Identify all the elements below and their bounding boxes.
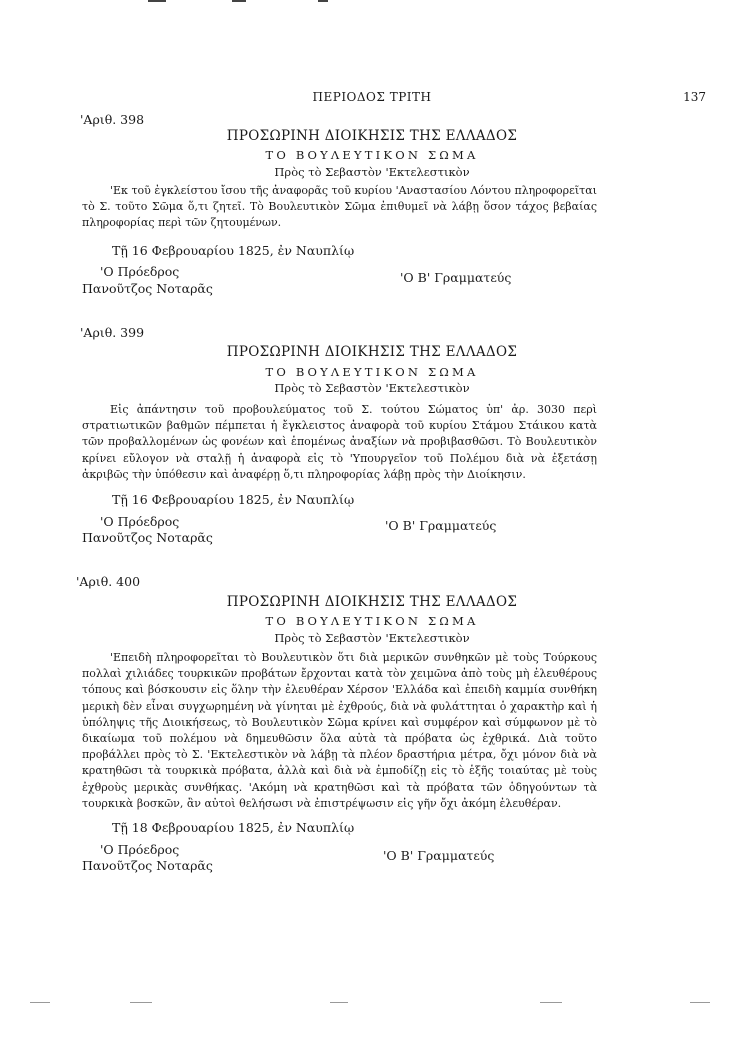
scan-mark bbox=[318, 0, 328, 2]
scan-mark bbox=[130, 1002, 152, 1003]
secretary-title: 'Ο Β' Γραμματεύς bbox=[383, 848, 495, 863]
president-title: 'Ο Πρόεδρος bbox=[100, 514, 180, 529]
scan-mark bbox=[330, 1002, 348, 1003]
scan-mark bbox=[232, 0, 246, 2]
scan-mark bbox=[30, 1002, 50, 1003]
document-subtitle: ΤΟ ΒΟΥΛΕΥΤΙΚΟΝ ΣΩΜΑ bbox=[265, 148, 479, 162]
document-addressee: Πρὸς τὸ Σεβαστὸν 'Εκτελεστικὸν bbox=[274, 381, 470, 395]
document-body: Εἰς ἀπάντησιν τοῦ προβουλεύματος τοῦ Σ. τούτου Σώματος ὑπ' ἀρ. 3030 περὶ στρατιωτικῶν βαθμῶν πέμπεται ἡ ἔγκλειστος ἀναφορὰ τοῦ κυρίου Στάμου Στάικου κατὰ τῶν προβαλλομένων ὡς φονέων καὶ ἑπομένως ἀναξίων νὰ προβιβασθῶσι. Τὸ Βουλευτικὸν κρίνει εὔλογον νὰ σταλῇ ἡ ἀναφορὰ εἰς τὸ 'Υπουργεῖον τοῦ Πολέμου διὰ νὰ ἐξετάσῃ ἀκριβῶς τὴν ὑπόθεσιν καὶ ἀναφέρῃ ὅ,τι πληροφορίας λάβῃ πρὸς τὴν Διοίκησιν. bbox=[82, 403, 597, 481]
document-date: Τῇ 16 Φεβρουαρίου 1825, ἐν Ναυπλίῳ bbox=[112, 492, 355, 507]
scan-mark bbox=[148, 0, 166, 2]
scan-mark bbox=[540, 1002, 562, 1003]
secretary-title: 'Ο Β' Γραμματεύς bbox=[385, 518, 497, 533]
document-addressee: Πρὸς τὸ Σεβαστὸν 'Εκτελεστικὸν bbox=[274, 165, 470, 179]
document-subtitle: ΤΟ ΒΟΥΛΕΥΤΙΚΟΝ ΣΩΜΑ bbox=[265, 614, 479, 628]
document-number: 'Αριθ. 400 bbox=[76, 574, 141, 589]
document-title: ΠΡΟΣΩΡΙΝΗ ΔΙΟΙΚΗΣΙΣ ΤΗΣ ΕΛΛΑΔΟΣ bbox=[226, 344, 518, 360]
document-date: Τῇ 18 Φεβρουαρίου 1825, ἐν Ναυπλίῳ bbox=[112, 820, 355, 835]
president-name: Πανοῦτζος Νοταρᾶς bbox=[82, 530, 213, 545]
president-title: 'Ο Πρόεδρος bbox=[100, 842, 180, 857]
document-title: ΠΡΟΣΩΡΙΝΗ ΔΙΟΙΚΗΣΙΣ ΤΗΣ ΕΛΛΑΔΟΣ bbox=[226, 128, 518, 144]
document-body: 'Επειδὴ πληροφορεῖται τὸ Βουλευτικὸν ὅτι διὰ μερικῶν συνθηκῶν μὲ τοὺς Τούρκους πολλαὶ χιλιάδες τουρκικῶν προβάτων ἔρχονται κατὰ τὸν χειμῶνα ἀπὸ τοὺς μὴ ἐλευθέρους τόπους καὶ βόσκουσιν εἰς ὅλην τὴν ἐλευθέραν Χέρσον 'Ελλάδα καὶ ἐπειδὴ καμμία συνθήκη μερικὴ δὲν εἶναι συγχωρημένη νὰ γίνηται μὲ ἐχθρούς, διὰ νὰ φυλάττηται ὁ χαρακτὴρ καὶ ἡ ὑπόληψις τῆς Διοικήσεως, τὸ Βουλευτικὸν Σῶμα κρίνει καὶ συμφέρον καὶ σύμφωνον μὲ τὸ δικαίωμα τοῦ πολέμου νὰ δημευθῶσιν ὅλα αὐτὰ τὰ πρόβατα ὡς ἐχθρικά. Διὰ τοῦτο προβάλλει πρὸς τὸ Σ. 'Εκτελεστικὸν νὰ λάβῃ τὰ πλέον δραστήρια μέτρα, ὄχι μόνον διὰ νὰ κρατηθῶσι τὰ τουρκικὰ πρόβατα, ἀλλὰ καὶ διὰ νὰ ἐμποδίζῃ εἰς τὸ ἑξῆς τοιαύτας μὲ τοὺς ἐχθροὺς μερικὰς συνθήκας. 'Ακόμη νὰ κρατηθῶσι καὶ τὰ πρόβατα τῶν ὁδηγούντων τὰ τουρκικὰ βοσκῶν, ἂν αὐτοὶ θελήσωσι νὰ ἐπιστρέψωσιν εἰς γῆν ὄχι ἀκόμη ἐλευθέραν. bbox=[82, 651, 597, 810]
president-title: 'Ο Πρόεδρος bbox=[100, 264, 180, 279]
running-title: ΠΕΡΙΟΔΟΣ ΤΡΙΤΗ bbox=[312, 90, 432, 104]
secretary-title: 'Ο Β' Γραμματεύς bbox=[400, 270, 512, 285]
document-body: 'Εκ τοῦ ἐγκλείστου ἴσου τῆς ἀναφορᾶς τοῦ κυρίου 'Αναστασίου Λόντου πληροφορεῖται τὸ Σ. τοῦτο Σῶμα ὅ,τι ζητεῖ. Τὸ Βουλευτικὸν Σῶμα ἐπιθυμεῖ νὰ λάβῃ ὅσον τάχος βεβαίας πληροφορίας περὶ τῶν ζητουμένων. bbox=[82, 184, 597, 230]
president-name: Πανοῦτζος Νοταρᾶς bbox=[82, 858, 213, 873]
president-name: Πανοῦτζος Νοταρᾶς bbox=[82, 281, 213, 296]
document-number: 'Αριθ. 399 bbox=[80, 325, 145, 340]
document-subtitle: ΤΟ ΒΟΥΛΕΥΤΙΚΟΝ ΣΩΜΑ bbox=[265, 365, 479, 379]
page-number: 137 bbox=[683, 90, 706, 104]
document-date: Τῇ 16 Φεβρουαρίου 1825, ἐν Ναυπλίῳ bbox=[112, 243, 355, 258]
scan-mark bbox=[690, 1002, 710, 1003]
document-number: 'Αριθ. 398 bbox=[80, 112, 145, 127]
document-addressee: Πρὸς τὸ Σεβαστὸν 'Εκτελεστικὸν bbox=[274, 631, 470, 645]
document-title: ΠΡΟΣΩΡΙΝΗ ΔΙΟΙΚΗΣΙΣ ΤΗΣ ΕΛΛΑΔΟΣ bbox=[226, 594, 518, 610]
